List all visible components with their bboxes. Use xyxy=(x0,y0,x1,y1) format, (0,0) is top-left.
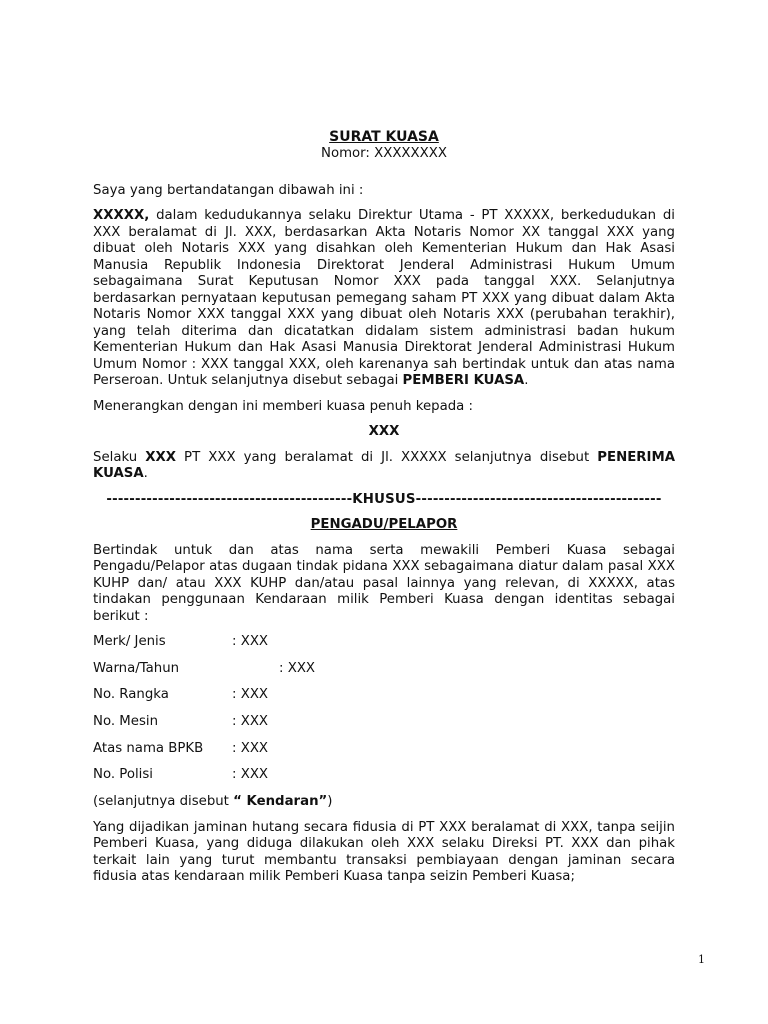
intro-paragraph: Saya yang bertandatangan dibawah ini : xyxy=(93,182,364,198)
penerima-kuasa-paragraph xyxy=(93,450,675,483)
vehicle-value: : XXX xyxy=(279,660,316,676)
selanjutnya-line xyxy=(93,794,675,811)
pemberi-term: PEMBERI KUASA xyxy=(402,373,525,388)
pemberi-end: . xyxy=(524,373,529,388)
penerima-term: PENERIMA KUASA xyxy=(93,449,675,481)
selanjutnya-pre: (selanjutnya disebut xyxy=(93,794,234,810)
penerima-pre: Selaku xyxy=(93,449,146,465)
penerima-role: XXX xyxy=(145,449,176,465)
vehicle-label: No. Rangka xyxy=(93,687,169,703)
penerima-text: PT XXX yang beralamat di Jl. XXXXX selanjutnya disebut xyxy=(176,449,598,465)
document-number: Nomor: XXXXXXXX xyxy=(321,146,447,161)
vehicle-row xyxy=(93,634,675,661)
body-paragraph-1: Bertindak untuk dan atas nama serta mewakili Pemberi Kuasa sebagai Pengadu/Pelapor atas dugaan tindak pidana XXX sebagaimana diatur dalam pasal XXX KUHP dan/ atau XXX KUHP dan/atau pasal lainnya yang relevan, di XXXXX, atas tindakan penggunaan Kendaraan milik Pemberi Kuasa dengan identitas sebagai berikut : xyxy=(93,542,675,624)
vehicle-value: : XXX xyxy=(232,767,269,783)
vehicle-value: : XXX xyxy=(232,634,269,649)
penerima-end: . xyxy=(143,466,148,481)
vehicle-row xyxy=(93,767,675,794)
pemberi-name: XXXXX, xyxy=(93,208,150,223)
khusus-separator: -------------------------------------------KHUSUS------------------------------------------- xyxy=(106,491,662,507)
vehicle-row xyxy=(93,714,675,741)
document-title: SURAT KUASA xyxy=(329,129,439,145)
section-title: PENGADU/PELAPOR xyxy=(310,517,458,532)
vehicle-row xyxy=(93,741,675,768)
penerima-name: XXX xyxy=(368,424,400,439)
vehicle-row xyxy=(93,661,675,688)
pemberi-kuasa-paragraph xyxy=(93,208,675,390)
vehicle-label: Warna/Tahun xyxy=(93,660,180,676)
selanjutnya-term: “ Kendaran” xyxy=(233,794,328,810)
page-number: 1 xyxy=(698,953,705,966)
vehicle-label: No. Mesin xyxy=(93,714,159,730)
vehicle-value: : XXX xyxy=(232,740,269,756)
pemberi-text: dalam kedudukannya selaku Direktur Utama - PT XXXXX, berkedudukan di XXX beralamat di Jl. XXX, berdasarkan Akta Notaris Nomor XX tanggal XXX yang dibuat oleh Notaris XXX yang disahkan oleh Kementerian Hukum dan Hak Asasi Manusia Republik Indonesia Direktorat Jenderal Administrasi Hukum Umum sebagaimana Surat Keputusan Nomor XXX pada tanggal XXX. Selanjutnya berdasarkan pernyataan keputusan pemegang saham PT XXX yang dibuat dalam Akta Notaris Nomor XXX tanggal XXX yang dibuat oleh Notaris XXX (perubahan terakhir), yang telah diterima dan dicatatkan didalam sistem administrasi badan hukum Kementerian Hukum dan Hak Asasi Manusia Direktorat Jenderal Administrasi Hukum Umum Nomor : XXX tanggal XXX, oleh karenanya sah bertindak untuk dan atas nama Perseroan. Untuk selanjutnya disebut sebagai xyxy=(93,208,675,388)
menerangkan-paragraph: Menerangkan dengan ini memberi kuasa penuh kepada : xyxy=(93,398,474,414)
vehicle-identity-list xyxy=(93,634,675,794)
vehicle-label: Merk/ Jenis xyxy=(93,634,166,649)
body-paragraph-2: Yang dijadikan jaminan hutang secara fidusia di PT XXX beralamat di XXX, tanpa seijin Pemberi Kuasa, yang diduga dilakukan oleh XXX selaku Direksi PT. XXX dan pihak terkait lain yang turut membantu transaksi pembiayaan dengan jaminan secara fidusia atas kendaraan milik Pemberi Kuasa tanpa seizin Pemberi Kuasa; xyxy=(93,819,675,885)
vehicle-label: No. Polisi xyxy=(93,767,153,783)
vehicle-value: : XXX xyxy=(232,714,269,730)
vehicle-row xyxy=(93,687,675,714)
selanjutnya-end: ) xyxy=(327,794,333,810)
document-page xyxy=(93,128,675,895)
vehicle-value: : XXX xyxy=(232,687,269,703)
vehicle-label: Atas nama BPKB xyxy=(93,740,204,756)
